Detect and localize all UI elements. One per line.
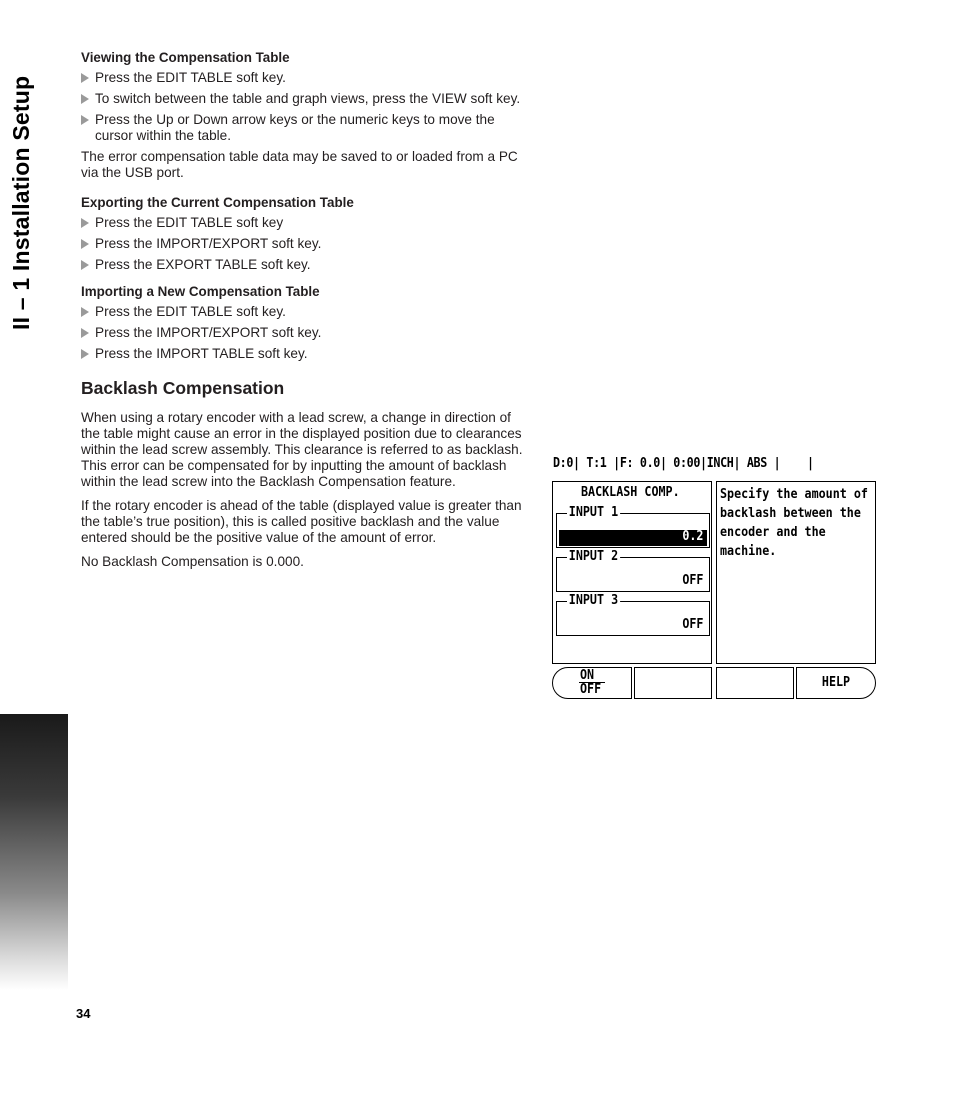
backlash-heading: Backlash Compensation [81, 378, 285, 398]
field-label: INPUT 1 [568, 505, 619, 520]
exporting-heading: Exporting the Current Compensation Table [81, 195, 354, 210]
section-side-title: II – 1 Installation Setup [8, 75, 34, 330]
step-item [81, 70, 524, 86]
step-text: Press the EDIT TABLE soft key. [95, 70, 286, 85]
triangle-bullet-icon [81, 328, 89, 338]
step-text: To switch between the table and graph views, press the VIEW soft key. [95, 91, 521, 106]
status-bar: D:0| T:1 |F: 0.0| 0:00|INCH| ABS | | [553, 456, 814, 471]
blank-softkey-3[interactable] [716, 667, 794, 699]
field-value: OFF [681, 573, 703, 588]
step-item [81, 257, 524, 273]
form-panel [552, 481, 712, 664]
backlash-paragraph: No Backlash Compensation is 0.000. [81, 554, 304, 569]
field-label: INPUT 2 [568, 549, 619, 564]
triangle-bullet-icon [81, 94, 89, 104]
importing-heading: Importing a New Compensation Table [81, 284, 320, 299]
step-item [81, 325, 524, 341]
help-text: Specify the amount of backlash between the encoder and the machine. [720, 487, 868, 559]
backlash-paragraph: If the rotary encoder is ahead of the table (displayed value is greater than the table’s true position), this is called positive backlash and the value entered should be the positive value of the amount of error. [81, 498, 522, 545]
field-value: OFF [681, 617, 703, 632]
step-item [81, 112, 524, 144]
triangle-bullet-icon [81, 307, 89, 317]
on-off-softkey[interactable] [552, 667, 632, 699]
off-label: OFF [580, 682, 602, 697]
step-item [81, 91, 524, 107]
viewing-heading: Viewing the Compensation Table [81, 50, 290, 65]
form-title: BACKLASH COMP. [581, 485, 680, 500]
step-text: Press the IMPORT TABLE soft key. [95, 346, 308, 361]
step-text: Press the EDIT TABLE soft key. [95, 304, 286, 319]
step-text: Press the Up or Down arrow keys or the numeric keys to move the cursor within the table. [95, 112, 495, 143]
main-content [81, 50, 524, 578]
blank-softkey-2[interactable] [634, 667, 712, 699]
step-text: Press the IMPORT/EXPORT soft key. [95, 325, 322, 340]
triangle-bullet-icon [81, 218, 89, 228]
triangle-bullet-icon [81, 349, 89, 359]
triangle-bullet-icon [81, 239, 89, 249]
input-2-field[interactable] [556, 549, 710, 592]
step-item [81, 346, 524, 362]
step-item [81, 215, 524, 231]
usb-note: The error compensation table data may be saved to or loaded from a PC via the USB port. [81, 149, 518, 180]
field-label: INPUT 3 [568, 593, 619, 608]
input-1-field[interactable] [556, 505, 710, 548]
step-text: Press the IMPORT/EXPORT soft key. [95, 236, 322, 251]
input-3-field[interactable] [556, 593, 710, 636]
triangle-bullet-icon [81, 73, 89, 83]
step-text: Press the EDIT TABLE soft key [95, 215, 284, 230]
help-softkey[interactable] [796, 667, 876, 699]
help-label: HELP [821, 675, 851, 690]
page-number: 34 [76, 1006, 91, 1021]
help-panel [716, 481, 876, 664]
side-tab-gradient [0, 714, 68, 990]
triangle-bullet-icon [81, 115, 89, 125]
triangle-bullet-icon [81, 260, 89, 270]
step-item [81, 304, 524, 320]
on-label: ON [580, 668, 595, 683]
dro-screen [551, 456, 879, 702]
field-value: 0.2 [681, 529, 703, 544]
step-item [81, 236, 524, 252]
backlash-paragraph: When using a rotary encoder with a lead screw, a change in direction of the table might cause an error in the displayed position due to clearances within the lead screw assembly. This clearance is referred to as backlash. This error can be compensated for by inputting the amount of backlash within the lead screw into the Backlash Compensation feature. [81, 410, 523, 489]
step-text: Press the EXPORT TABLE soft key. [95, 257, 311, 272]
